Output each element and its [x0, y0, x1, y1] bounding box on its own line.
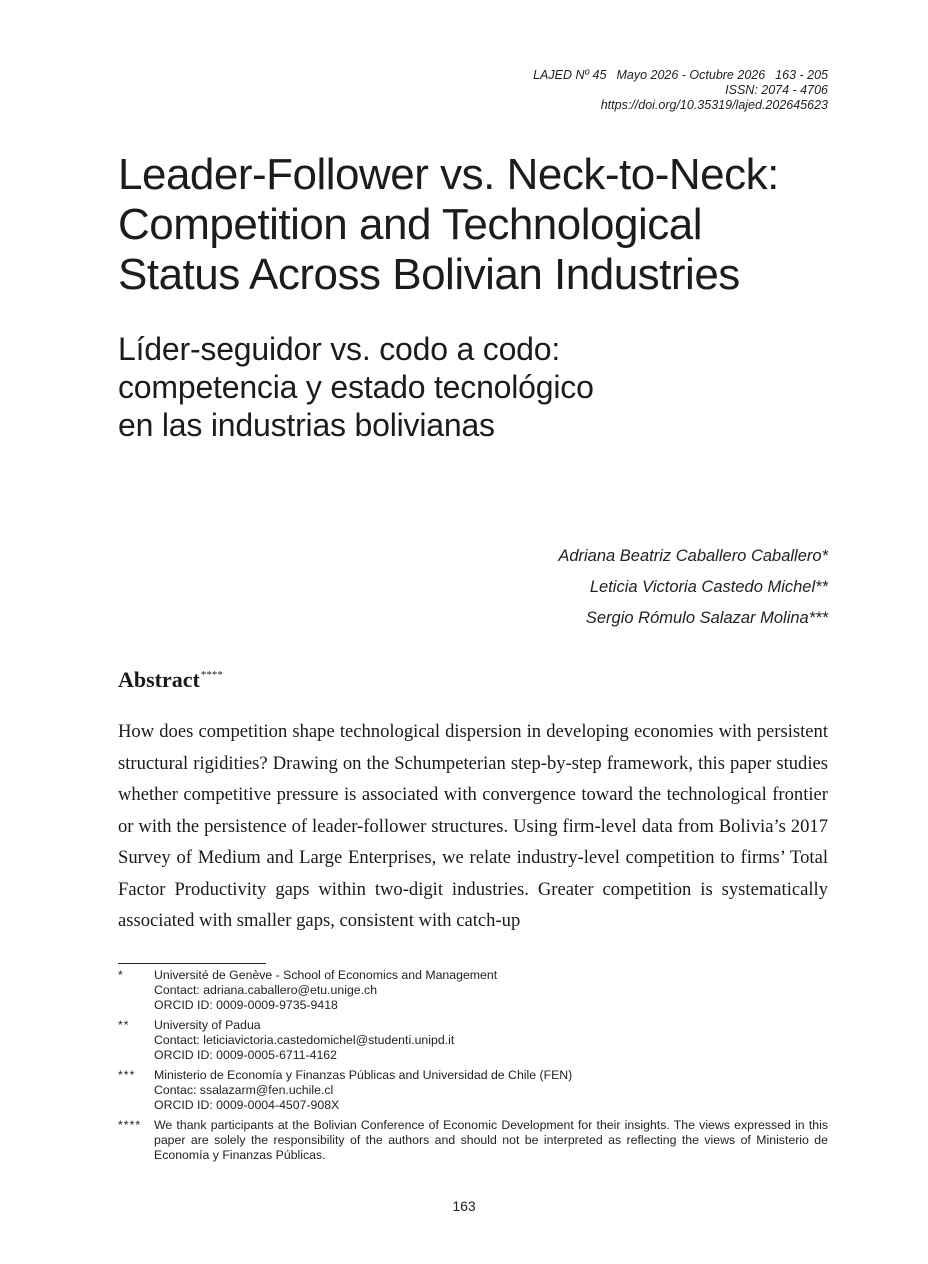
title-es-line: Líder-seguidor vs. codo a codo:: [118, 331, 561, 367]
footnote: [118, 1068, 828, 1113]
footnote-line: ORCID ID: 0009-0009-9735-9418: [154, 998, 338, 1012]
footnote-line: Ministerio de Economía y Finanzas Públicas and Universidad de Chile (FEN): [154, 1068, 573, 1082]
footnote-line: We thank participants at the Bolivian Conference of Economic Development for their insights. The views expressed in this paper are solely the responsibility of the authors and should not be interpreted as reflecting the views of Ministerio de Economía y Finanzas Públicas.: [154, 1118, 828, 1162]
footnote-line: ORCID ID: 0009-0004-4507-908X: [154, 1098, 340, 1112]
author-name: Sergio Rómulo Salazar Molina***: [585, 609, 828, 627]
title-en-line: Competition and Technological: [118, 200, 702, 249]
title-es-line: en las industrias bolivianas: [118, 407, 495, 443]
journal-issn: ISSN: 2074 - 4706: [725, 83, 828, 97]
footnotes: [118, 968, 828, 1168]
footnote-text: [154, 1068, 828, 1113]
abstract-text: How does competition shape technological dispersion in developing economies with persistent structural rigidities? Drawing on the Schumpeterian step-by-step framework, this paper studies whether competitive pressure is associated with convergence toward the technological frontier or with the persistence of leader-follower structures. Using firm-level data from Bolivia’s 2017 Survey of Medium and Large Enterprises, we relate industry-level competition to firms’ Total Factor Productivity gaps within two-digit industries. Greater competition is systematically associated with smaller gaps, consistent with catch-up: [118, 721, 828, 931]
footnote-mark: *: [118, 968, 124, 982]
title-en-line: Leader-Follower vs. Neck-to-Neck:: [118, 150, 779, 199]
journal-doi: https://doi.org/10.35319/lajed.202645623: [600, 98, 828, 112]
footnote-text: [154, 1018, 828, 1063]
abstract-footnote-mark: ****: [200, 669, 223, 681]
journal-line: [533, 68, 828, 83]
footnote-line: Contact: adriana.caballero@etu.unige.ch: [154, 983, 378, 997]
page-number: 163: [452, 1198, 476, 1214]
journal-pages: 163 - 205: [775, 68, 828, 82]
footnote-line: Université de Genève - School of Economics and Management: [154, 968, 498, 982]
abstract-heading: [118, 667, 223, 693]
abstract-heading-text: Abstract: [118, 667, 200, 692]
footnote-text: [154, 968, 828, 1013]
journal-period: Mayo 2026 - Octubre 2026: [616, 68, 766, 82]
footnote-text: [154, 1118, 828, 1163]
footnote-mark: ***: [118, 1068, 136, 1082]
title-en-line: Status Across Bolivian Industries: [118, 250, 740, 299]
title-spanish: [118, 330, 838, 444]
author-name: Leticia Victoria Castedo Michel**: [589, 578, 828, 596]
footnote: [118, 968, 828, 1013]
footnote-line: ORCID ID: 0009-0005-6711-4162: [154, 1048, 337, 1062]
footnote-divider: [118, 963, 266, 964]
title-english: [118, 150, 838, 300]
footnote-line: University of Padua: [154, 1018, 261, 1032]
footnote-mark: **: [118, 1018, 130, 1032]
author-list: [558, 541, 828, 634]
footnote-line: Contact: leticiavictoria.castedomichel@studenti.unipd.it: [154, 1033, 455, 1047]
journal-header: [533, 68, 828, 113]
journal-issue: LAJED Nº 45: [533, 68, 607, 82]
footnote: [118, 1118, 828, 1163]
footnote-mark: ****: [118, 1118, 142, 1132]
footnote-line: Contac: ssalazarm@fen.uchile.cl: [154, 1083, 334, 1097]
author-name: Adriana Beatriz Caballero Caballero*: [558, 547, 828, 565]
footnote: [118, 1018, 828, 1063]
title-es-line: competencia y estado tecnológico: [118, 369, 594, 405]
